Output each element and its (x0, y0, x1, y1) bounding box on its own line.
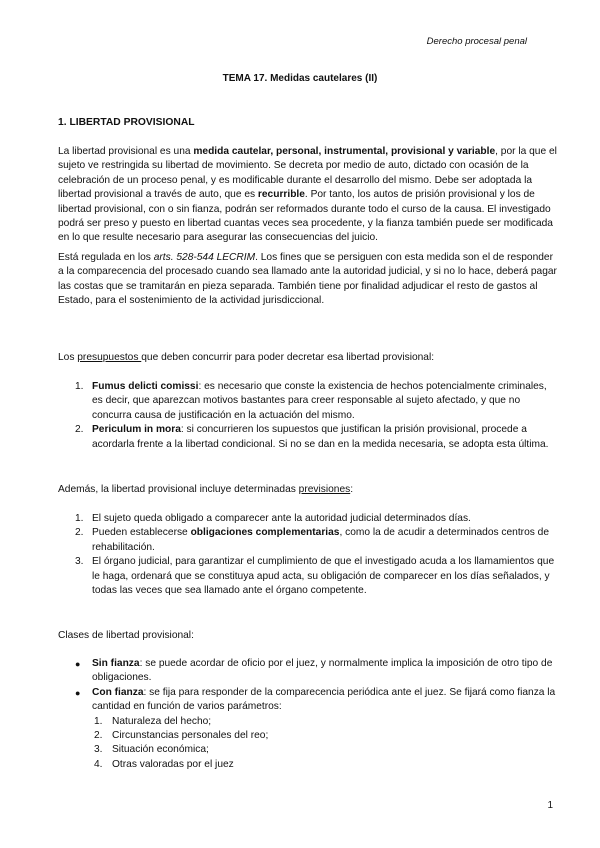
list-item (58, 380, 558, 423)
presupuestos-list (58, 380, 558, 452)
text-run: . Por tanto, los autos de prisión provisional y los de libertad provisional, con o sin fianza, podrán ser reformados durante todo el curso de la causa. El investigado podrá ser preso y puesto en libertad cuantas veces sea procedente, y la fianza también puede ser modificada en lo que resulte necesario para asegurar las consecuencias del juicio. (58, 189, 553, 244)
text-run: Otras valoradas por el juez (112, 758, 234, 770)
paragraph-clases-intro: Clases de libertad provisional: (58, 630, 194, 641)
text-run: . Los fines que se persiguen con esta medida son el de responder a la comparecencia del procesado cuando sea llamado ante la autoridad judicial, y si no lo hace, deberá pagar las costas que se tramitarán en pieza separada. También tiene por finalidad adjudicar el resto de gastos al Estado, para el sostenimiento de la actividad jurisdiccional. (58, 252, 557, 307)
sub-list-item (58, 715, 558, 729)
bold-run: Sin fianza (92, 658, 140, 669)
bullet-icon: ● (75, 659, 81, 669)
paragraph-regulation (58, 251, 558, 309)
text-run: Pueden establecerse (92, 527, 191, 539)
text-run: Está regulada en los (58, 252, 154, 263)
bullet-icon: ● (75, 687, 81, 698)
bold-run: recurrible (257, 189, 305, 201)
italic-run: arts. 528-544 LECRIM (153, 252, 256, 263)
paragraph-previsiones-intro (58, 483, 558, 497)
bold-run: obligaciones complementarias (190, 527, 340, 539)
running-header: Derecho procesal penal (426, 36, 527, 47)
list-item (58, 512, 558, 526)
text-run: , por la que el sujeto ve restringida su libertad de movimiento. Se decreta por medio de auto, dictado con ocasión de la celebración de un proceso penal, y es modificable durante el desarrollo del mismo. Debe ser adoptada la libertad provisional a través de auto, que es (58, 146, 557, 201)
clases-list (58, 657, 558, 772)
text-run: Situación económica; (112, 744, 209, 756)
text-run: , como la de acudir a determinados centros de rehabilitación. (92, 527, 549, 553)
underlined-run: previsiones (298, 484, 351, 495)
text-run: Los (58, 352, 78, 363)
list-number: 2. (94, 730, 103, 742)
list-number: 1. (75, 513, 84, 524)
list-number: 3. (75, 556, 84, 568)
text-run: Además, la libertad provisional incluye determinadas (58, 484, 299, 495)
sub-list-item (58, 729, 558, 743)
paragraph-definition (58, 145, 558, 246)
previsiones-list (58, 512, 558, 598)
bold-run: Periculum in mora (92, 424, 181, 436)
underlined-run: presupuestos (77, 352, 142, 363)
document-title: TEMA 17. Medidas cautelares (II) (222, 73, 378, 84)
text-run: El sujeto queda obligado a comparecer ante la autoridad judicial determinados días. (92, 513, 471, 524)
list-item (58, 555, 558, 598)
bold-run: Con fianza (92, 686, 144, 698)
text-run: : si concurrieren los supuestos que justifican la prisión provisional, procede a acordarla frente a la libertad condicional. Si no se dan en la medida necesaria, se adopta esta última. (92, 424, 549, 450)
list-number: 3. (94, 744, 103, 756)
list-item (58, 526, 558, 555)
text-run: Naturaleza del hecho; (112, 715, 212, 727)
parametros-list (58, 715, 558, 773)
list-number: 1. (75, 381, 84, 392)
text-run: El órgano judicial, para garantizar el cumplimiento de que el investigado acuda a los llamamientos que le haga, ordenará que se constituya apud acta, su obligación de comparecer en los días señalados, y todas las veces que sea llamado ante el órgano competente. (92, 556, 555, 597)
text-run: : se fija para responder de la comparecencia periódica ante el juez. Se fijará como fianza la cantidad en función de varios parámetros: (92, 686, 556, 713)
list-number: 2. (75, 424, 84, 436)
section-heading: 1. LIBERTAD PROVISIONAL (58, 117, 195, 128)
list-number: 4. (94, 758, 103, 770)
sub-list-item (58, 758, 558, 772)
text-run: que deben concurrir para poder decretar esa libertad provisional: (141, 352, 435, 363)
text-run: : (350, 484, 354, 495)
sub-list-item (58, 743, 558, 757)
bold-run: medida cautelar, personal, instrumental, provisional y variable (193, 146, 496, 157)
bullet-item (58, 686, 558, 715)
text-run: La libertad provisional es una (58, 146, 194, 157)
text-run: Circunstancias personales del reo; (112, 730, 269, 742)
bullet-item (58, 657, 558, 686)
page-number: 1 (547, 800, 553, 811)
list-number: 1. (94, 715, 103, 727)
text-run: : se puede acordar de oficio por el juez, y normalmente implica la imposición de otro tipo de obligaciones. (92, 658, 553, 684)
text-run: : es necesario que conste la existencia de hechos potencialmente criminales, es decir, que aparezcan motivos bastantes para creer responsable al sujeto afectado, y que no concurra causa de justificación en la actuación del mismo. (92, 381, 547, 421)
paragraph-presupuestos-intro (58, 351, 558, 365)
list-number: 2. (75, 527, 84, 539)
list-item (58, 423, 558, 452)
bold-run: Fumus delicti comissi (92, 381, 199, 392)
